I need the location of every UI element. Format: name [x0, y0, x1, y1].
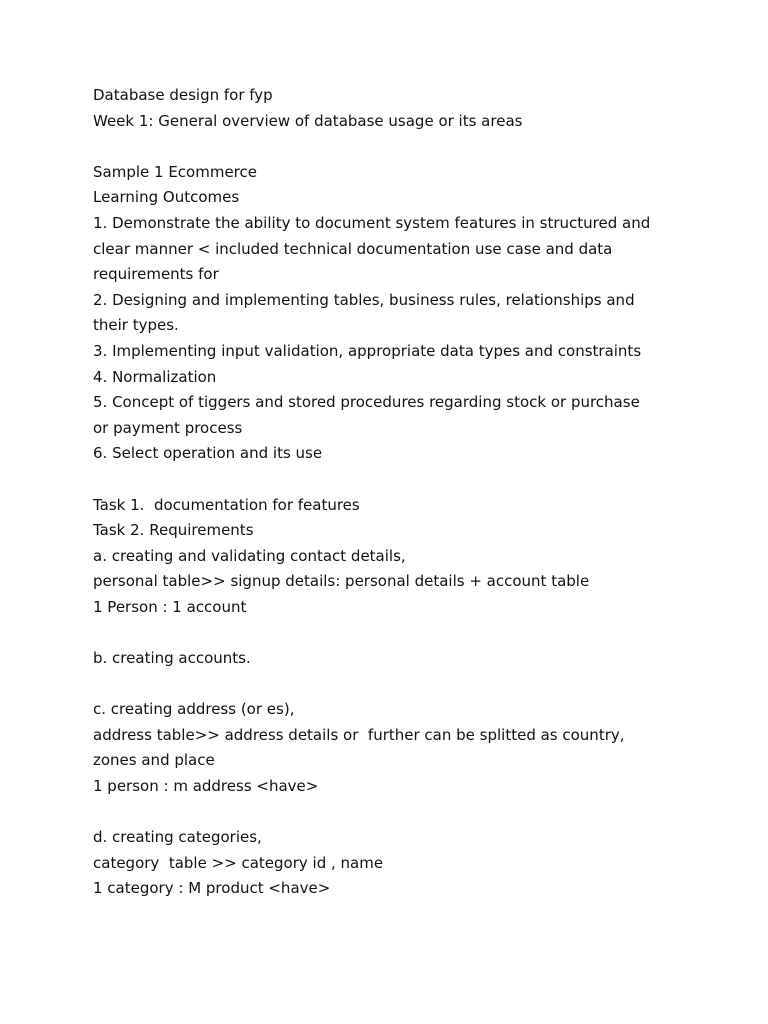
- outcome-5-line-2: or payment process: [93, 418, 243, 437]
- outcome-2-line-1: 2. Designing and implementing tables, business rules, relationships and: [93, 290, 635, 309]
- requirement-b-heading: b. creating accounts.: [93, 649, 251, 668]
- blank-line: [93, 467, 733, 493]
- document-body: [93, 83, 733, 902]
- requirement-a-heading: a. creating and validating contact details,: [93, 546, 406, 565]
- requirement-a-detail: personal table>> signup details: personal details + account table: [93, 572, 590, 591]
- outcome-1-line-1: 1. Demonstrate the ability to document system features in structured and: [93, 213, 651, 232]
- learning-outcomes-heading: Learning Outcomes: [93, 188, 240, 207]
- doc-title: Database design for fyp: [93, 86, 273, 104]
- outcome-6: 6. Select operation and its use: [93, 444, 323, 463]
- requirement-d-heading: d. creating categories,: [93, 828, 262, 847]
- outcome-4: 4. Normalization: [93, 367, 217, 386]
- requirement-d-cardinality: 1 category : M product <have>: [93, 879, 331, 898]
- week-heading: Week 1: General overview of database usage or its areas: [93, 111, 523, 130]
- requirement-c-detail-line-1: address table>> address details or further can be splitted as country,: [93, 725, 625, 744]
- outcome-3: 3. Implementing input validation, appropriate data types and constraints: [93, 341, 642, 360]
- blank-line: [93, 800, 733, 826]
- sample-heading: Sample 1 Ecommerce: [93, 162, 257, 181]
- blank-line: [93, 672, 733, 698]
- outcome-1-line-2: clear manner < included technical documentation use case and data: [93, 239, 613, 258]
- requirement-c-cardinality: 1 person : m address <have>: [93, 777, 319, 796]
- requirement-c-heading: c. creating address (or es),: [93, 700, 295, 719]
- requirement-c-detail-line-2: zones and place: [93, 751, 215, 770]
- task-1: Task 1. documentation for features: [93, 495, 360, 514]
- blank-line: [93, 620, 733, 646]
- requirement-d-detail: category table >> category id , name: [93, 853, 384, 872]
- outcome-5-line-1: 5. Concept of tiggers and stored procedures regarding stock or purchase: [93, 393, 640, 412]
- outcome-1-line-3: requirements for: [93, 265, 219, 284]
- task-2: Task 2. Requirements: [93, 521, 254, 540]
- blank-line: [93, 134, 733, 160]
- requirement-a-cardinality: 1 Person : 1 account: [93, 597, 247, 616]
- outcome-2-line-2: their types.: [93, 316, 179, 335]
